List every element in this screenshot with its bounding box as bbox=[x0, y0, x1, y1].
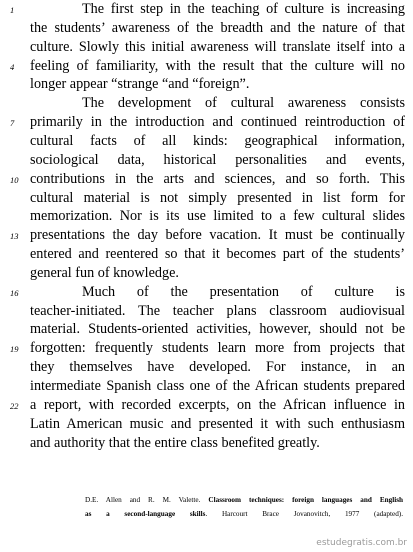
line-number: 7 bbox=[10, 118, 15, 129]
text-line: forgotten: frequently students learn more from projects that bbox=[30, 340, 405, 357]
line-number: 13 bbox=[10, 231, 19, 242]
citation-title-part-1: Classroom techniques: foreign languages and English bbox=[208, 496, 403, 504]
line-number: 4 bbox=[10, 61, 15, 72]
line-number: 22 bbox=[10, 400, 19, 411]
text-line: material. Students-oriented activities, however, should not be bbox=[30, 321, 405, 338]
text-line: teacher-initiated. The teacher plans classroom audiovisual bbox=[30, 302, 405, 319]
text-line: Much of the presentation of culture is bbox=[82, 283, 405, 300]
text-line: the students’ awareness of the breadth and the nature of that bbox=[30, 19, 405, 36]
text-line: and authority that the entire class benefited greatly. bbox=[30, 434, 320, 451]
text-line: The first step in the teaching of culture is increasing bbox=[82, 1, 405, 17]
text-line: general fun of knowledge. bbox=[30, 264, 179, 281]
line-number: 16 bbox=[10, 287, 19, 298]
text-line: they themselves have developed. For instance, in an bbox=[30, 359, 405, 376]
citation-line-2 bbox=[85, 508, 403, 521]
citation-publisher: . Harcourt Brace Jovanovitch, 1977 (adapted). bbox=[205, 510, 403, 518]
text-line: memorization. Nor is its use limited to a few cultural slides bbox=[30, 208, 405, 225]
watermark: estudegratis.com.br bbox=[316, 538, 407, 548]
citation-authors: D.E. Allen and R. M. Valette. bbox=[85, 496, 209, 504]
text-line: cultural facts of all kinds: geographical information, bbox=[30, 132, 405, 149]
citation-title-part-2: as a second-language skills bbox=[85, 510, 206, 518]
text-line: contributions in the arts and sciences, and so forth. This bbox=[30, 170, 405, 187]
line-number: 1 bbox=[10, 5, 15, 15]
text-line: presentations the day before vacation. It must be continually bbox=[30, 227, 405, 244]
text-line: culture. Slowly this initial awareness will translate itself into a bbox=[30, 38, 405, 55]
text-line: cultural material is not simply presented in list form for bbox=[30, 189, 405, 206]
text-line: Latin American music and presented it with such enthusiasm bbox=[30, 415, 405, 432]
text-line: feeling of familiarity, with the result that the culture will no bbox=[30, 57, 405, 74]
text-line: entered and reentered so that it becomes part of the students’ bbox=[30, 246, 405, 263]
line-number: 10 bbox=[10, 174, 19, 185]
text-line: longer appear “strange “and “foreign”. bbox=[30, 76, 250, 93]
text-line: The development of cultural awareness consists bbox=[82, 95, 405, 112]
text-line: intermediate Spanish class one of the African students prepared bbox=[30, 378, 405, 394]
line-number: 19 bbox=[10, 344, 19, 355]
text-line: sociological data, historical personalities and events, bbox=[30, 151, 405, 168]
text-line: a report, with recorded excerpts, on the African influence in bbox=[30, 396, 405, 413]
citation-line-1 bbox=[85, 494, 403, 507]
text-line: primarily in the introduction and continued reintroduction of bbox=[30, 114, 405, 131]
